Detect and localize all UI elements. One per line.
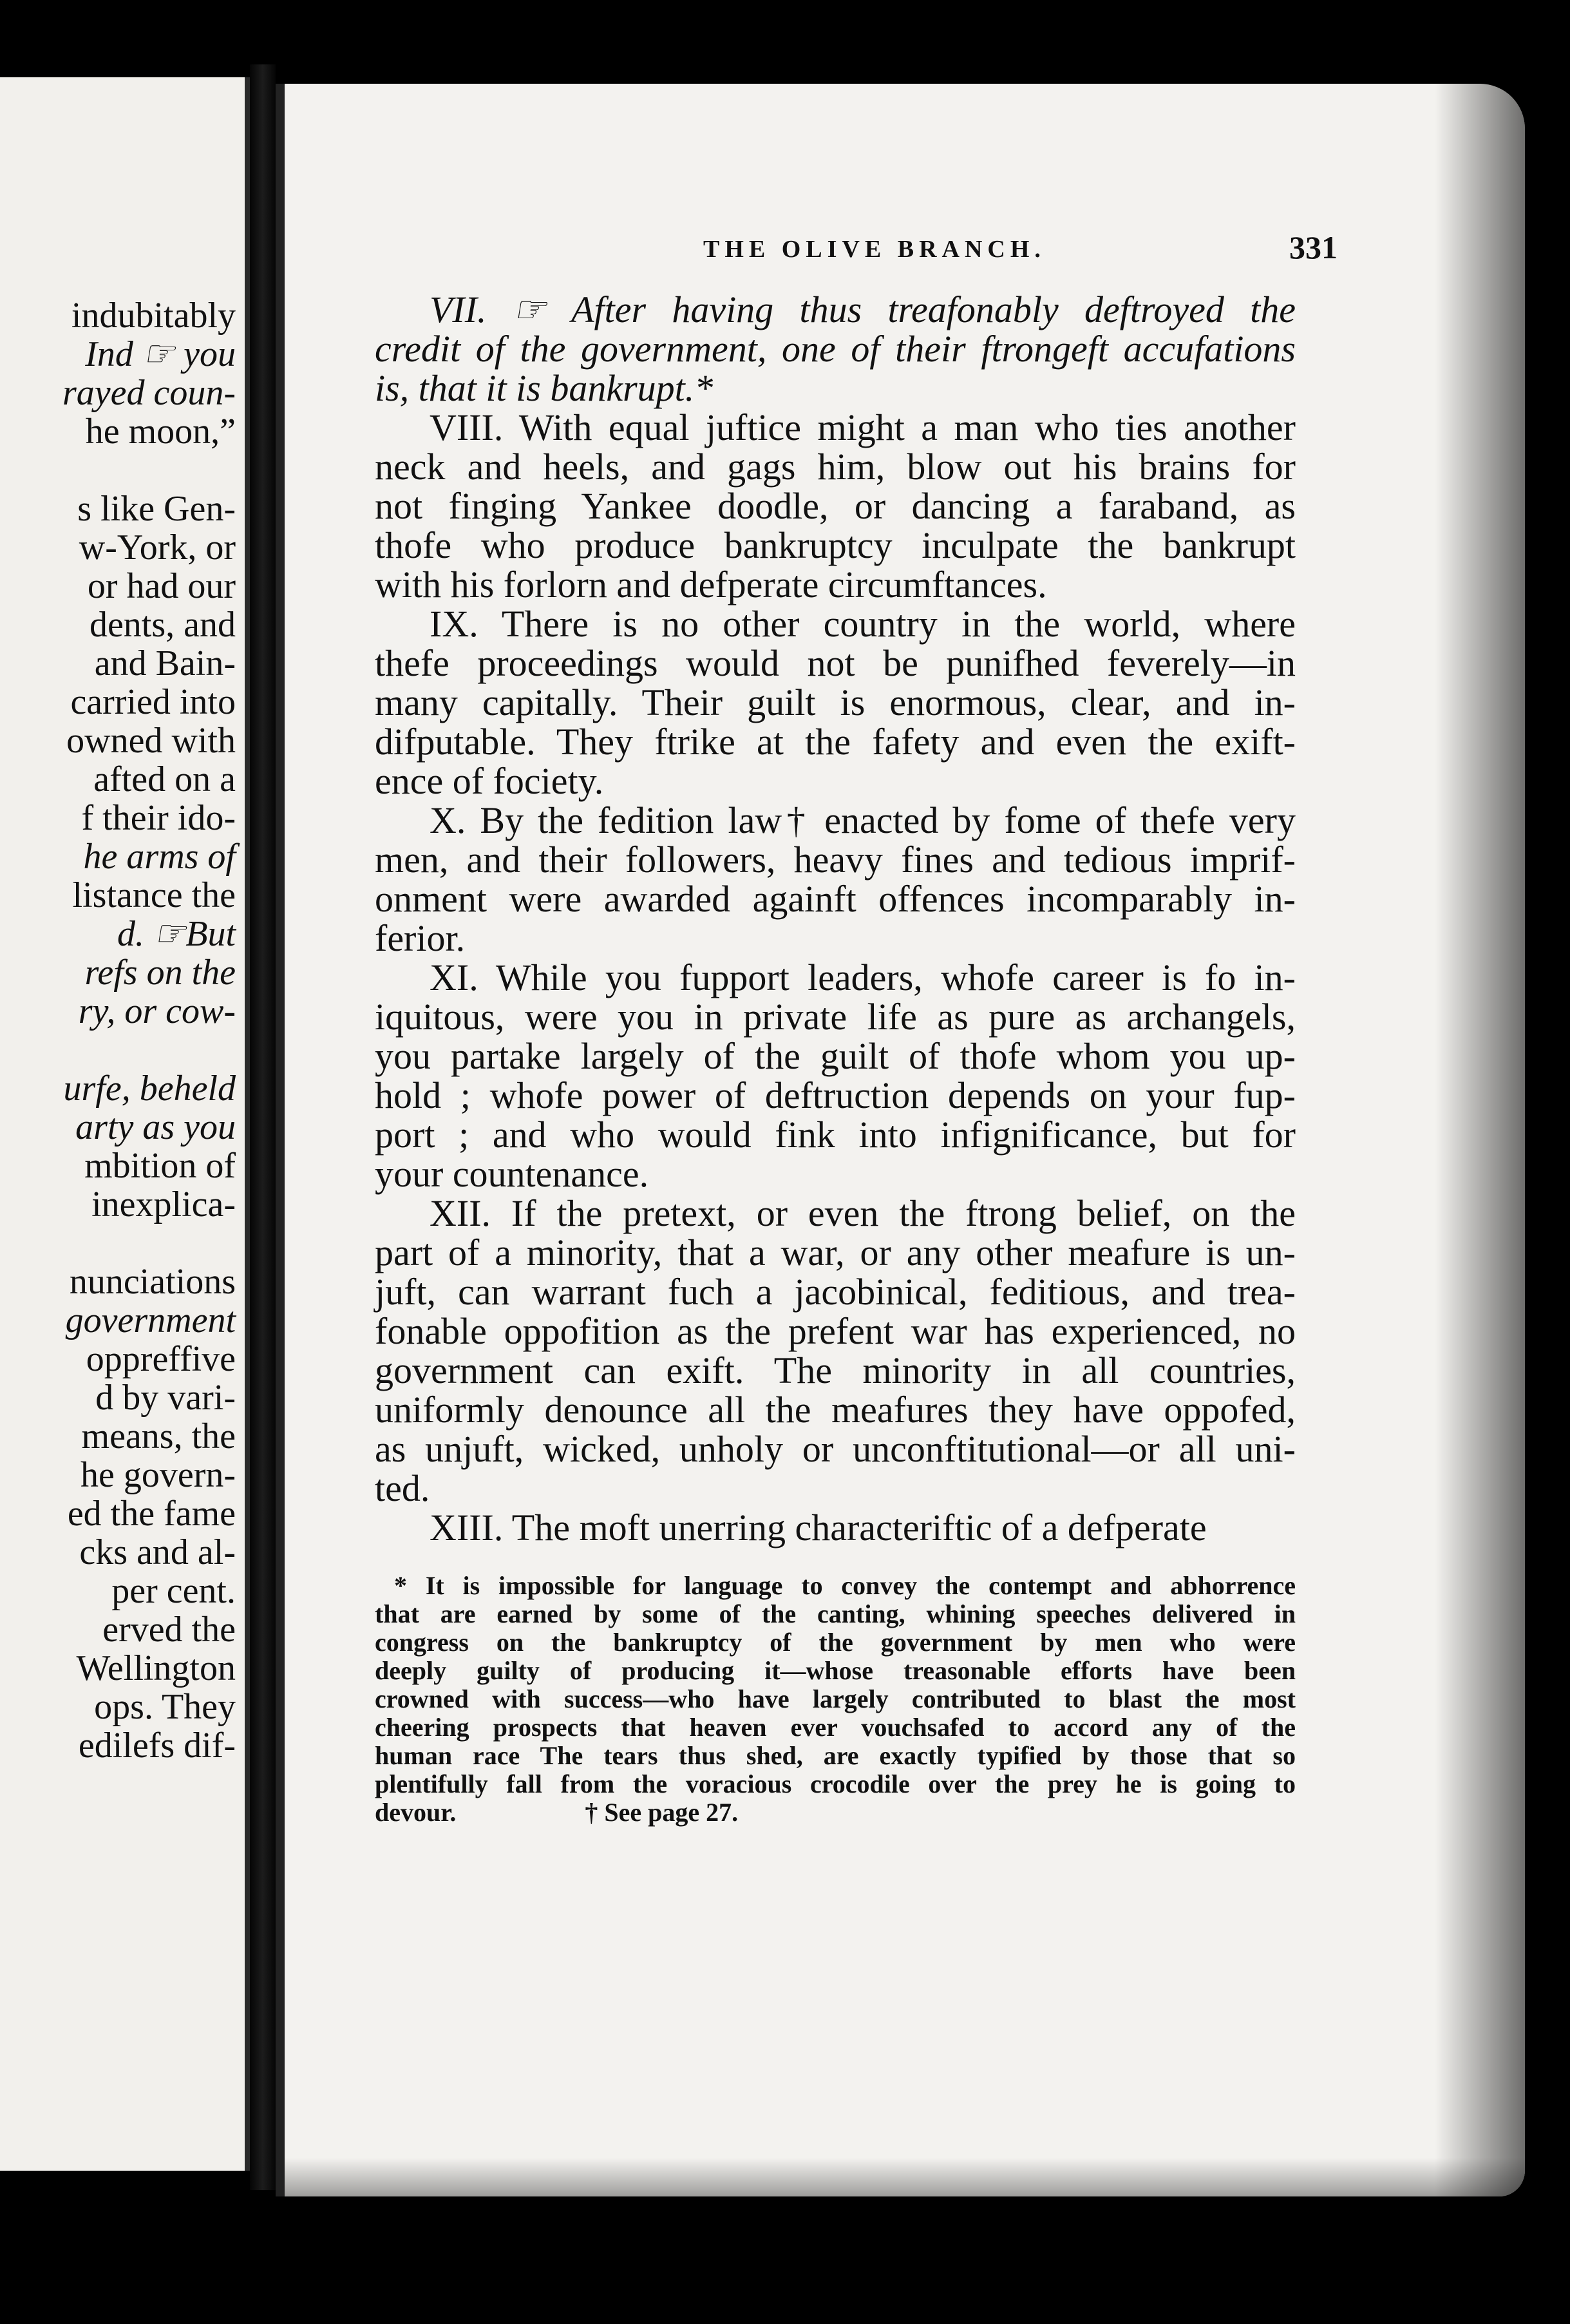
- left-page-line: owned with: [66, 721, 236, 761]
- left-page-line: he moon,”: [85, 412, 236, 452]
- text-line: fonable oppofition as the prefent war has experienced, no: [375, 1310, 1296, 1352]
- text-line: iquitous, were you in private life as pure as archangels,: [375, 996, 1296, 1038]
- footnote: [375, 1572, 1296, 1827]
- body-text: [375, 290, 1296, 1827]
- text-line: many capitally. Their guilt is enormous, clear, and in-: [375, 681, 1296, 723]
- text-line: not finging Yankee doodle, or dancing a faraband, as: [375, 485, 1296, 527]
- left-page-line: he govern-: [80, 1455, 236, 1495]
- left-page-line: carried into: [70, 682, 236, 722]
- footnote-line: that are earned by some of the canting, whining speeches delivered in: [375, 1599, 1296, 1628]
- text-line: XIII. The moft unerring characteriftic of a defperate: [430, 1507, 1207, 1548]
- left-page-line: refs on the: [84, 953, 236, 993]
- footnote-line: human race The tears thus shed, are exactly typified by those that so: [375, 1741, 1296, 1770]
- text-line: men, and their followers, heavy fines and tedious imprif-: [375, 839, 1296, 881]
- left-page-line: ed the fame: [67, 1494, 236, 1534]
- text-line: you partake largely of the guilt of thofe whom you up-: [375, 1035, 1296, 1077]
- left-page-line: ry, or cow-: [78, 991, 236, 1031]
- left-page-line: per cent.: [111, 1571, 236, 1611]
- left-page-line: inexplica-: [91, 1185, 236, 1224]
- paragraph: [375, 604, 1296, 801]
- paragraph: [375, 1508, 1296, 1547]
- text-line: thefe proceedings would not be punifhed feverely—in: [375, 642, 1296, 684]
- book-gutter: [250, 64, 276, 2190]
- paragraph: [375, 958, 1296, 1194]
- paragraph: [375, 1194, 1296, 1508]
- text-line: hold ; whofe power of deftruction depends on your fup-: [375, 1074, 1296, 1116]
- left-page-line: oppreffive: [86, 1339, 236, 1379]
- text-line: XI. While you fupport leaders, whofe career is fo in-: [430, 957, 1296, 998]
- text-line: VIII. With equal juftice might a man who ties another: [430, 406, 1296, 448]
- right-page: [276, 84, 1525, 2196]
- text-line: is, that it is bankrupt.*: [375, 367, 714, 409]
- text-line: onment were awarded againft offences incomparably in-: [375, 878, 1296, 920]
- text-line: uniformly denounce all the meafures they have oppofed,: [375, 1389, 1296, 1431]
- page-edge-shadow: [1435, 84, 1525, 2196]
- page-number: 331: [1289, 229, 1338, 265]
- left-page-line: ops. They: [94, 1687, 236, 1727]
- text-line: neck and heels, and gags him, blow out his brains for: [375, 446, 1296, 488]
- left-page-line: arty as you: [75, 1107, 236, 1147]
- left-page-line: indubitably: [71, 296, 236, 336]
- text-line: XII. If the pretext, or even the ftrong belief, on the: [430, 1192, 1296, 1234]
- text-line: your countenance.: [375, 1153, 649, 1195]
- footnote-line: * It is impossible for language to convey the contempt and abhorrence: [394, 1571, 1296, 1600]
- left-page: [0, 77, 250, 2171]
- page-bottom-shadow: [285, 2158, 1525, 2196]
- left-page-line: or had our: [87, 566, 236, 606]
- text-line: government can exift. The minority in all countries,: [375, 1349, 1296, 1391]
- footnote-line: devour. † See page 27.: [375, 1798, 739, 1827]
- left-page-line: rayed coun-: [62, 373, 236, 413]
- left-page-line: Wellington: [76, 1648, 236, 1688]
- text-line: X. By the fedition law† enacted by fome of thefe very: [430, 799, 1296, 841]
- left-page-line: afted on a: [93, 759, 236, 799]
- text-line: part of a minority, that a war, or any other meafure is un-: [375, 1232, 1296, 1273]
- left-page-line: erved the: [102, 1610, 236, 1650]
- text-line: IX. There is no other country in the world, where: [430, 603, 1296, 645]
- left-page-line: government: [65, 1300, 236, 1340]
- left-page-line: f their ido-: [81, 798, 236, 838]
- text-line: thofe who produce bankruptcy inculpate the bankrupt: [375, 524, 1296, 566]
- left-page-line: he arms of: [83, 837, 236, 877]
- left-page-line: listance the: [72, 875, 236, 915]
- text-line: juft, can warrant fuch a jacobinical, feditious, and trea-: [375, 1271, 1296, 1313]
- footnote-line: cheering prospects that heaven ever vouchsafed to accord any of the: [375, 1713, 1296, 1742]
- left-page-line: and Bain-: [94, 643, 236, 683]
- left-page-line: mbition of: [84, 1146, 236, 1186]
- left-page-line: edilefs dif-: [78, 1726, 236, 1766]
- left-page-line: w-York, or: [79, 528, 236, 567]
- footnote-line: crowned with success—who have largely contributed to blast the most: [375, 1684, 1296, 1713]
- footnote-line: deeply guilty of producing it—whose treasonable efforts have been: [375, 1656, 1296, 1685]
- text-line: as unjuft, wicked, unholy or unconftitutional—or all uni-: [375, 1428, 1296, 1470]
- left-page-line: nunciations: [69, 1262, 236, 1302]
- text-line: with his forlorn and defperate circumftances.: [375, 564, 1047, 605]
- footnote-line: plentifully fall from the voracious crocodile over the prey he is going to: [375, 1769, 1296, 1798]
- left-page-line: cks and al-: [79, 1532, 236, 1572]
- left-page-line: s like Gen-: [77, 489, 236, 529]
- left-page-line: Ind ☞ you: [85, 334, 236, 374]
- paragraph: [375, 290, 1296, 408]
- text-line: ferior.: [375, 917, 466, 959]
- text-line: difputable. They ftrike at the fafety and even the exift-: [375, 721, 1296, 763]
- paragraph: [375, 801, 1296, 958]
- left-page-line: dents, and: [89, 605, 236, 645]
- paragraph: [375, 408, 1296, 604]
- left-page-line: d by vari-: [95, 1378, 236, 1418]
- left-page-line: d. ☞But: [117, 914, 236, 954]
- text-line: credit of the government, one of their ftrongeft accufations: [375, 328, 1296, 370]
- footnote-line: congress on the bankruptcy of the government by men who were: [375, 1628, 1296, 1657]
- left-page-line: means, the: [81, 1416, 236, 1456]
- text-line: ted.: [375, 1467, 430, 1509]
- text-line: ence of fociety.: [375, 760, 604, 802]
- text-line: port ; and who would fink into infignificance, but for: [375, 1114, 1296, 1156]
- left-page-line: urfe, beheld: [63, 1069, 236, 1109]
- running-head: THE OLIVE BRANCH.: [703, 236, 1046, 263]
- text-line: VII. ☞ After having thus treafonably deftroyed the: [430, 289, 1296, 330]
